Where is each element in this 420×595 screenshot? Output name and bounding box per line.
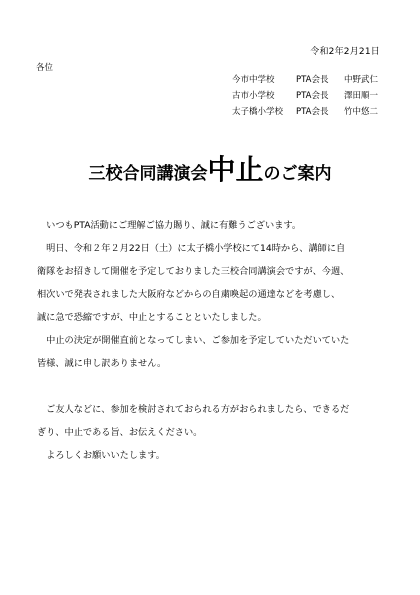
title-emphasis: 中止 (207, 153, 264, 186)
addressee: 各位 (36, 63, 54, 73)
closing-line (37, 444, 387, 467)
body-line: 明日、令和２年２月22日（土）に太子橋小学校にて14時から、講師に自 (37, 243, 346, 254)
sender-list (232, 72, 394, 120)
sender-name: 中野武仁 (344, 75, 379, 85)
sender-school: 今市中学校 (232, 75, 275, 85)
document-date: 令和2年2月21日 (310, 47, 380, 57)
body-paragraph (37, 329, 387, 375)
body-paragraph (37, 214, 387, 237)
body-line: よろしくお願いいたします。 (37, 450, 165, 461)
sender-name: 竹中悠二 (344, 107, 379, 117)
sender-row (232, 72, 394, 88)
body-line: 中止の決定が開催直前となってしまい、ご参加を予定していただいていた (37, 335, 350, 346)
body-paragraph (37, 237, 387, 329)
sender-school: 太子橋小学校 (232, 107, 284, 117)
sender-role: PTA会長 (296, 91, 329, 101)
sender-school: 古市小学校 (232, 91, 275, 101)
body-line: 誠に急で恐縮ですが、中止とすることといたしました。 (37, 312, 267, 323)
body-line: 衛隊をお招きして開催を予定しておりました三校合同講演会ですが、今週、 (37, 266, 350, 277)
sender-name: 澤田順一 (344, 91, 379, 101)
sender-row (232, 104, 394, 120)
sender-role: PTA会長 (296, 107, 329, 117)
body-line: 相次いで発表されました大阪府などからの自粛喚起の通達などを考慮し、 (37, 289, 341, 300)
paragraph-gap (37, 375, 387, 398)
sender-role: PTA会長 (296, 75, 329, 85)
page-title (0, 150, 420, 194)
body-line: いつもPTA活動にご理解ご協力賜り、誠に有難うございます。 (37, 220, 302, 231)
sender-row (232, 88, 394, 104)
body-line: ぎり、中止である旨、お伝えください。 (37, 427, 203, 438)
title-part-1: 三校合同講演会 (88, 164, 208, 184)
body-line: 皆様、誠に申し訳ありません。 (37, 358, 167, 369)
body-line: ご友人などに、参加を検討されておられる方がおられましたら、できるだ (37, 404, 350, 415)
letter-body (37, 214, 387, 467)
body-paragraph (37, 398, 387, 444)
title-part-2: のご案内 (263, 164, 332, 184)
